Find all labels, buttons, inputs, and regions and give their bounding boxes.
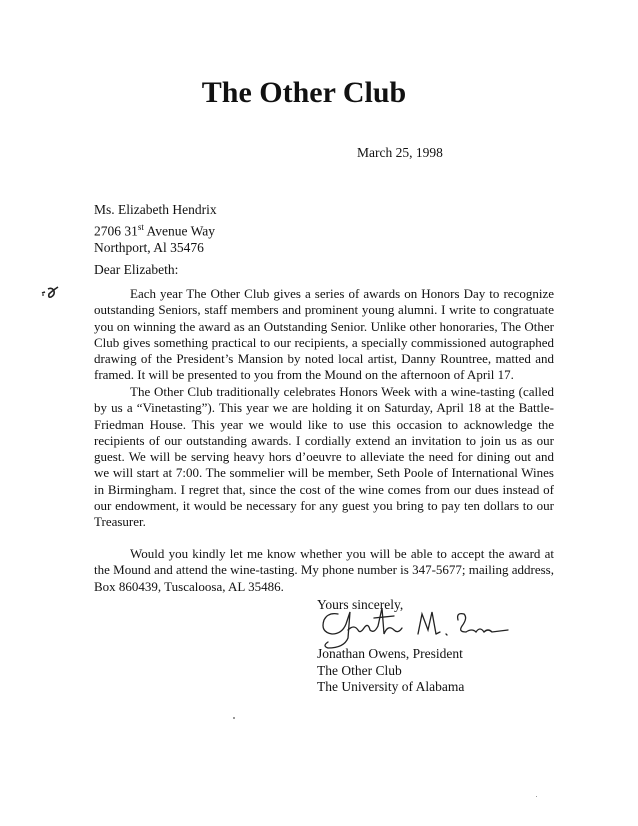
- scan-speck: [536, 796, 537, 797]
- body-paragraph-3: Would you kindly let me know whether you will be able to accept the award at the Mound and attend the wine-tasting. My phone number is 347-5677; mailing address, Box 860439, Tuscaloosa, AL 35486.: [94, 546, 554, 594]
- closing: Yours sincerely,: [317, 597, 404, 612]
- street-suffix: st: [137, 221, 144, 232]
- letter-date: March 25, 1998: [357, 145, 443, 160]
- signature-block: [317, 646, 464, 696]
- handwritten-signature: [298, 604, 548, 650]
- letterhead-title: The Other Club: [201, 76, 407, 109]
- street-rest: Avenue Way: [143, 223, 216, 238]
- recipient-name: Ms. Elizabeth Hendrix: [94, 202, 217, 217]
- signer-organization: The Other Club: [317, 662, 402, 678]
- body-paragraph-2: The Other Club traditionally celebrates Honors Week with a wine-tasting (called by us a “Vinetasting”). This year we are holding it on Saturday, April 18 at the Battle-Friedman House. This year we would like to use this occasion to acknowledge the recipients of our outstanding awards. I cordially extend an invitation to join us as our guest. We will be serving heavy hors d’oeuvre to alleviate the need for dining out and we will start at 7:00. The sommelier will be member, Seth Poole of International Wines in Birmingham. I regret that, since the cost of the wine comes from our dues instead of our endowment, it would be necessary for any guest you bring to pay ten dollars to our Treasurer.: [94, 384, 554, 530]
- body-paragraph-1: Each year The Other Club gives a series of awards on Honors Day to recognize outstanding Seniors, staff members and prominent young alumni. I write to congratuate you on winning the award as an Outstanding Senior. Unlike other honoraries, The Other Club gives something practical to our recipients, a specially commissioned autographed drawing of the President’s Mansion by noted local artist, Danny Rountree, matted and framed. It will be presented to you from the Mound on the afternoon of April 17.: [94, 286, 554, 383]
- salutation: Dear Elizabeth:: [94, 262, 179, 277]
- signer-name-title: Jonathan Owens, President: [317, 646, 463, 661]
- signer-university: The University of Alabama: [317, 679, 465, 694]
- margin-ink-mark: [40, 283, 62, 301]
- street-number: 2706 31: [94, 223, 138, 238]
- scan-speck: [233, 717, 235, 719]
- recipient-city: Northport, Al 35476: [94, 239, 204, 255]
- recipient-address: [94, 202, 217, 256]
- recipient-street: [94, 219, 217, 240]
